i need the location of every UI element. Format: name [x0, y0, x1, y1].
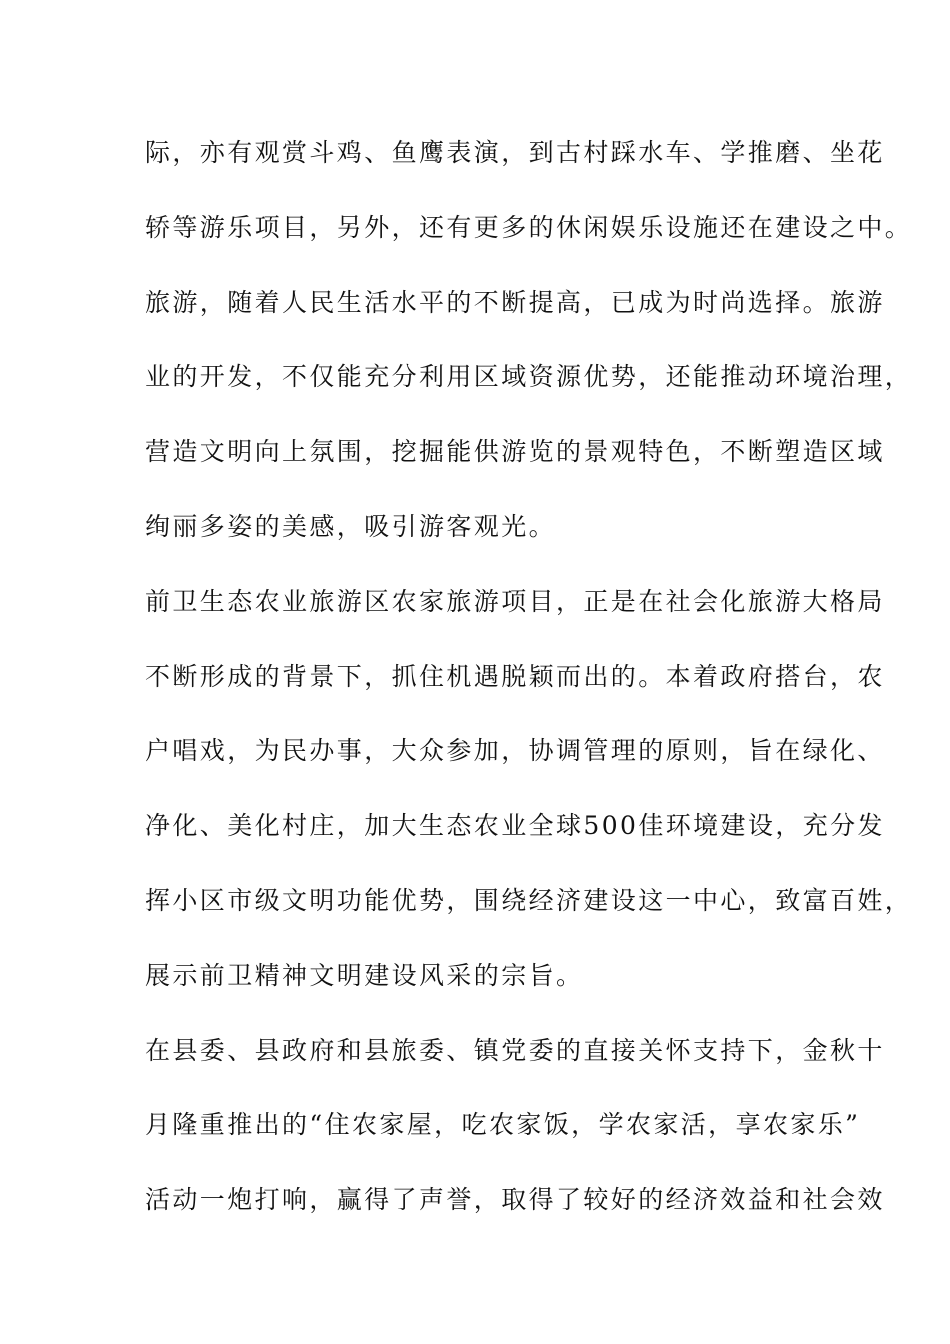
body-text: [145, 131, 913, 1253]
text-line: 绚丽多姿的美感，吸引游客观光。: [145, 511, 557, 541]
text-line: 活动一炮打响，赢得了声誉，取得了较好的经济效益和社会效: [145, 1185, 885, 1215]
text-line: 轿等游乐项目，另外，还有更多的休闲娱乐设施还在建设之中。: [145, 212, 913, 242]
text-line: 挥小区市级文明功能优势，围绕经济建设这一中心，致富百姓，: [145, 885, 913, 915]
text-line: 营造文明向上氛围，挖掘能供游览的景观特色，不断塑造区域: [145, 437, 885, 467]
text-line: 前卫生态农业旅游区农家旅游项目，正是在社会化旅游大格局: [145, 586, 885, 616]
text-line: 在县委、县政府和县旅委、镇党委的直接关怀支持下，金秋十: [145, 1035, 885, 1065]
text-line: 际，亦有观赏斗鸡、鱼鹰表演，到古村踩水车、学推磨、坐花: [145, 138, 885, 167]
text-line: 旅游，随着人民生活水平的不断提高，已成为时尚选择。旅游: [145, 287, 885, 317]
text-line: 不断形成的背景下，抓住机遇脱颖而出的。本着政府搭台，农: [145, 661, 885, 691]
text-line: 月隆重推出的“住农家屋，吃农家饭，学农家活，享农家乐”: [145, 1110, 861, 1140]
text-line: 户唱戏，为民办事，大众参加，协调管理的原则，旨在绿化、: [145, 736, 885, 766]
text-line: 业的开发，不仅能充分利用区域资源优势，还能推动环境治理，: [145, 362, 913, 392]
text-line: 展示前卫精神文明建设风采的宗旨。: [145, 960, 584, 990]
text-line: 净化、美化村庄，加大生态农业全球500佳环境建设，充分发: [145, 811, 885, 841]
